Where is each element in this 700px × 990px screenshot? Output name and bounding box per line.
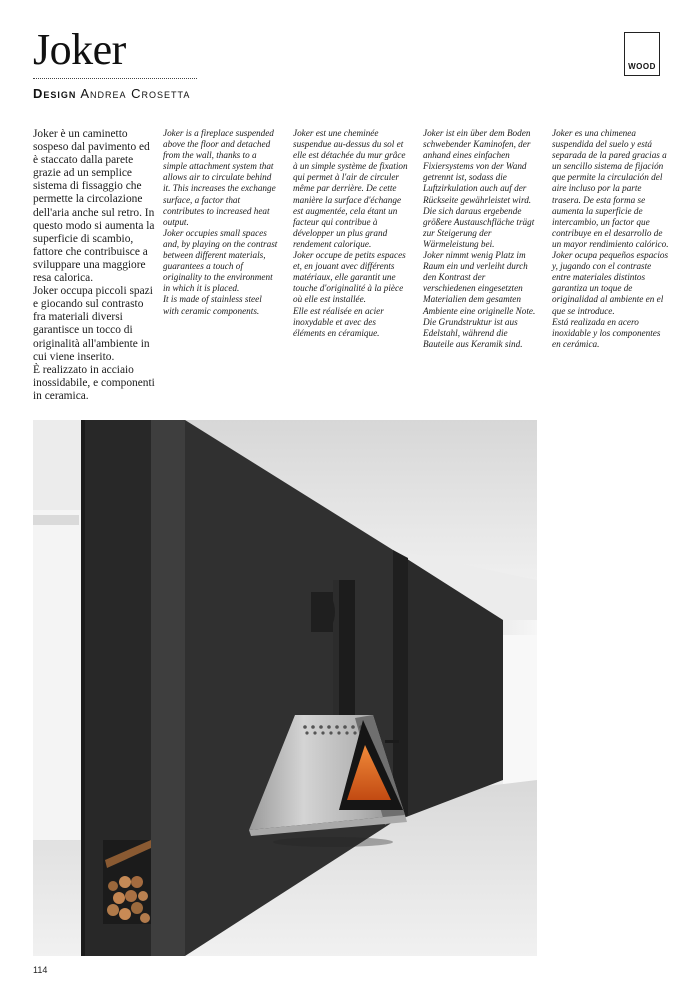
designer-name: Andrea Crosetta	[80, 86, 191, 101]
text-column-spanish	[552, 128, 670, 350]
product-photo	[33, 420, 537, 956]
paragraph: Joker occupies small spaces and, by playing on the contrast between different materials, guarantees a touch of originality to the environment in which it is placed.	[163, 227, 278, 294]
design-label: Design	[33, 86, 77, 101]
paragraph: Joker es una chimenea suspendida del suelo y está separada de la pared gracias a un sencillo sistema de fijación que permite la circulación del aire incluso por la parte trasera. De esta forma se aumenta la superficie de intercambio, un factor que contribuye en el desarrollo de un mayor rendimiento calórico.	[552, 128, 669, 249]
paragraph: Joker occupa piccoli spazi e giocando sul contrasto fra materiali diversi garantisce un tocco di originalità all'ambiente in cui viene inserito.	[33, 285, 153, 363]
paragraph: Joker ist ein über dem Boden schwebender Kaminofen, der anhand eines einfachen Fixiersystems von der Wand getrennt ist, sodass die Luftzirkulation auch auf der Rückseite gewährleistet wird. Die sich daraus ergebende größere Austauschfläche trägt zur Steigerung der Wärmeleistung bei.	[423, 128, 535, 249]
paragraph: Joker nimmt wenig Platz im Raum ein und verleiht durch den Kontrast der verschiedenen eingesetzten Materialien dem gesamten Ambiente eine originelle Note.	[423, 250, 536, 316]
text-column-german	[423, 128, 539, 350]
page-number: 114	[33, 965, 48, 975]
text-column-french	[293, 128, 409, 339]
fireplace-illustration	[33, 420, 537, 956]
page-title: Joker	[33, 25, 126, 74]
brand-logo	[624, 32, 660, 76]
title-divider	[33, 78, 197, 79]
paragraph: Joker ocupa pequeños espacios y, jugando con el contraste entre materiales distintos garantiza un toque de originalidad al ambiente en el que se introduce.	[552, 250, 669, 316]
paragraph: Die Grundstruktur ist aus Edelstahl, während die Bauteile aus Keramik sind.	[423, 316, 523, 349]
designer-credit	[33, 86, 190, 101]
paragraph: It is made of stainless steel with ceramic components.	[163, 294, 262, 316]
brand-logo-text: WOOD	[628, 62, 656, 71]
paragraph: Joker occupe de petits espaces et, en jouant avec différents matériaux, elle garantit une touche d'originalité à la pièce où elle est installée.	[293, 250, 406, 305]
paragraph: Joker è un caminetto sospeso dal pavimento ed è staccato dalla parete grazie ad un semplice sistema di fissaggio che permette la circolazione dell'aria anche sul retro. In questo modo si aumenta la superficie di scambio, fattore che contribuisce a sviluppare una maggiore resa calorica.	[33, 128, 155, 285]
paragraph: Joker is a fireplace suspended above the floor and detached from the wall, thanks to a simple attachment system that allows air to circulate behind it. This increases the exchange surface, a factor that contributes to increased heat output.	[163, 128, 276, 227]
paragraph: Elle est réalisée en acier inoxydable et avec des éléments en céramique.	[293, 305, 384, 338]
text-column-english	[163, 128, 279, 317]
paragraph: Está realizada en acero inoxidable y los componentes en cerámica.	[552, 316, 661, 349]
paragraph: Joker est une cheminée suspendue au-dessus du sol et elle est détachée du mur grâce à un simple système de fixation qui permet à l'air de circuler même par derrière. De cette manière la surface d'échange est augmentée, cela étant un facteur qui contribue à développer un plus grand rendement calorique.	[293, 128, 408, 249]
paragraph: È realizzato in acciaio inossidabile, e componenti in ceramica.	[33, 363, 155, 402]
text-column-italian	[33, 128, 155, 403]
